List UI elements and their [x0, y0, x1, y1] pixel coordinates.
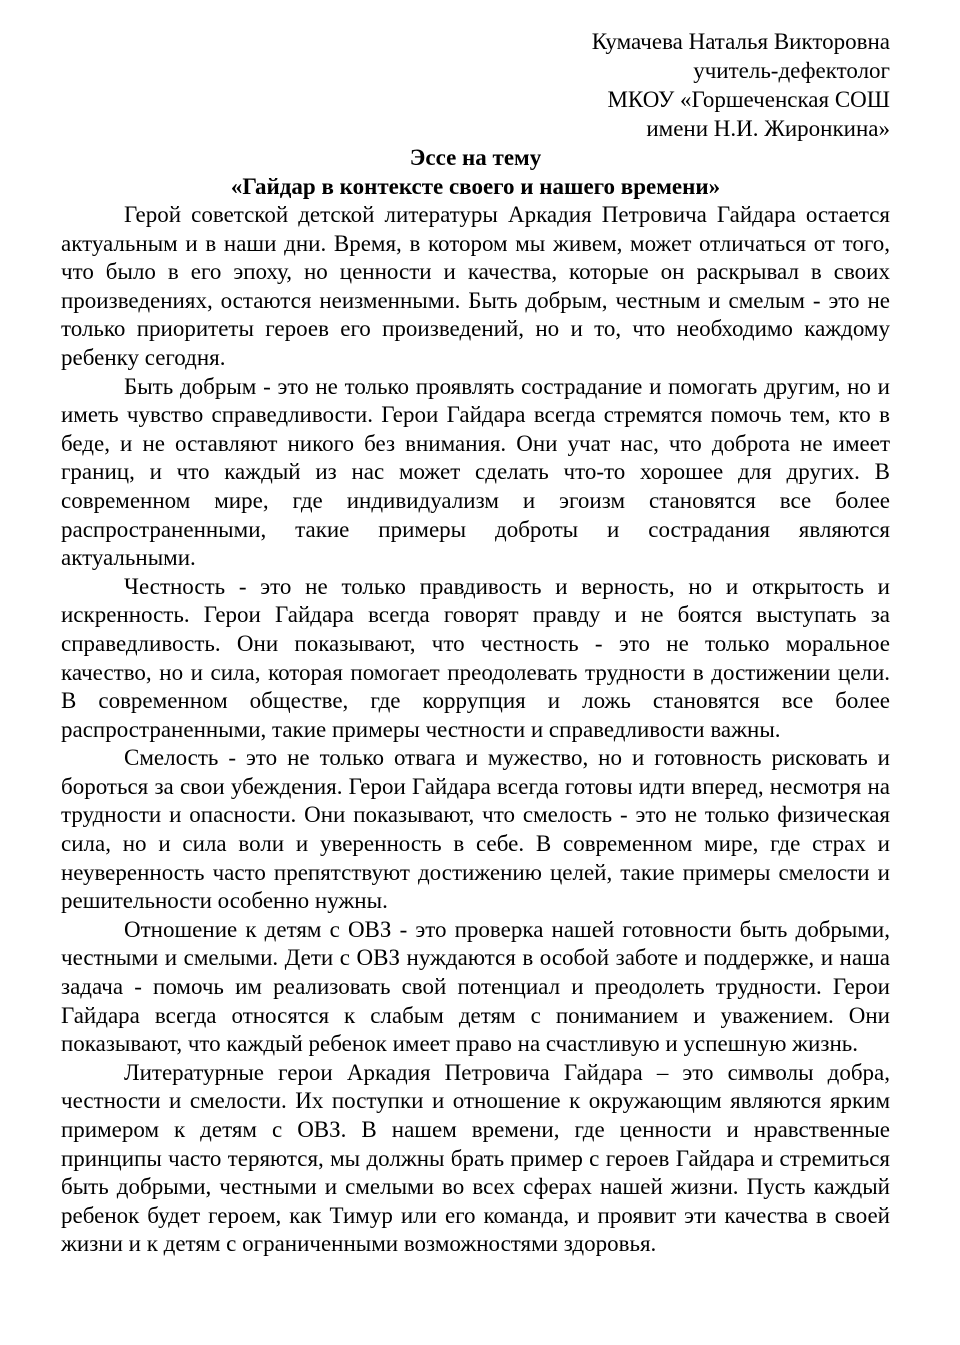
essay-title-line-1: Эссе на тему: [409, 145, 542, 170]
author-name: Кумачева Наталья Викторовна: [591, 29, 890, 54]
essay-body: [61, 201, 890, 1259]
paragraph-3: Честность - это не только правдивость и верность, но и открытость и искренность. Герои Гайдара всегда говорят правду и не боятся выступать за справедливость. Они показывают, что честность - это не только моральное качество, но и сила, которая помогает преодолевать трудности в достижении цели. В современном обществе, где коррупция и ложь становятся все более распространенными, такие примеры честности и справедливости важны.: [61, 573, 890, 742]
author-position: учитель-дефектолог: [693, 58, 890, 83]
author-school-name: имени Н.И. Жиронкина»: [646, 116, 890, 141]
essay-title: [61, 143, 890, 201]
essay-title-line-2: «Гайдар в контексте своего и нашего времени»: [230, 174, 721, 199]
paragraph-6: Литературные герои Аркадия Петровича Гайдара – это символы добра, честности и смелости. Их поступки и отношение к окружающим являются ярким примером к детям с ОВЗ. В нашем времени, где ценности и нравственные принципы часто теряются, мы должны брать пример с героев Гайдара и стремиться быть добрыми, честными и смелыми во всех сферах нашей жизни. Пусть каждый ребенок будет героем, как Тимур или его команда, и проявит эти качества в своей жизни и к детям с ограниченными возможностями здоровья.: [61, 1059, 890, 1257]
paragraph-5: Отношение к детям с ОВЗ - это проверка нашей готовности быть добрыми, честными и смелыми. Дети с ОВЗ нуждаются в особой заботе и поддержке, и наша задача - помочь им реализовать свой потенциал и преодолеть трудности. Герои Гайдара всегда относятся к слабым детям с пониманием и уважением. Они показывают, что каждый ребенок имеет право на счастливую и успешную жизнь.: [61, 916, 890, 1057]
author-school: МКОУ «Горшеченская СОШ: [607, 87, 890, 112]
paragraph-2: Быть добрым - это не только проявлять сострадание и помогать другим, но и иметь чувство справедливости. Герои Гайдара всегда стремятся помочь тем, кто в беде, и не оставляют никого без внимания. Они учат нас, что доброта не имеет границ, и что каждый из нас может сделать что-то хорошее для других. В современном мире, где индивидуализм и эгоизм становятся все более распространенными, такие примеры доброты и сострадания являются актуальными.: [61, 373, 890, 571]
paragraph-1: Герой советской детской литературы Аркадия Петровича Гайдара остается актуальным и в наши дни. Время, в котором мы живем, может отличаться от того, что было в его эпоху, но ценности и качества, которые он раскрывал в своих произведениях, остаются неизменными. Быть добрым, честным и смелым - это не только приоритеты героев его произведений, но и то, что необходимо каждому ребенку сегодня.: [61, 202, 890, 370]
paragraph-4: Смелость - это не только отвага и мужество, но и готовность рисковать и бороться за свои убеждения. Герои Гайдара всегда готовы идти вперед, несмотря на трудности и опасности. Они показывают, что смелость - это не только физическая сила, но и сила воли и уверенность в себе. В современном мире, где страх и неуверенность часто препятствуют достижению целей, такие примеры смелости и решительности особенно нужны.: [61, 745, 890, 914]
author-block: [61, 27, 890, 143]
